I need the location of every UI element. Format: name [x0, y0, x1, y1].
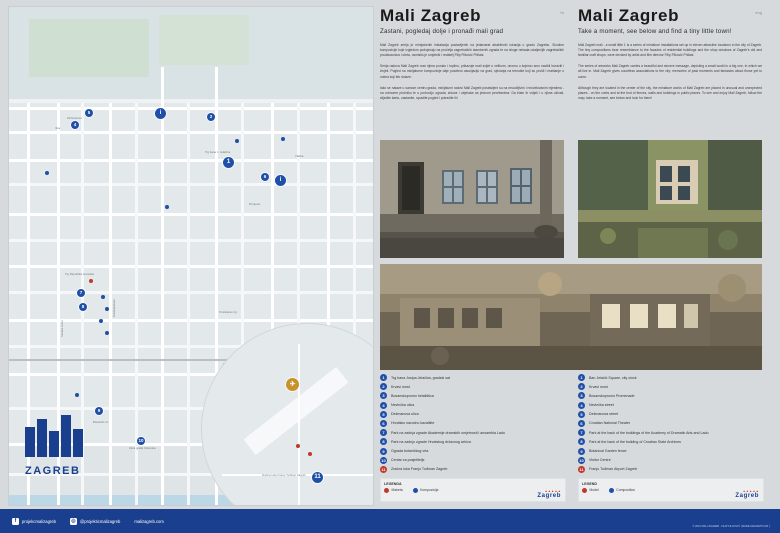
- list-label: Nevinčka street: [589, 403, 614, 408]
- subtitle-en: Take a moment, see below and find a tiny little town!: [578, 28, 732, 35]
- list-item[interactable]: [578, 392, 762, 399]
- map-pin-airport-model-b[interactable]: [308, 452, 312, 456]
- list-number: 7: [380, 429, 387, 436]
- photo-3-graphic: [380, 264, 762, 370]
- map-road-v6: [161, 67, 164, 505]
- paragraph-hr-1: Mali Zagreb serija je minijaturnih instalacija postavljenih na jedanaest atraktivnih lokacija u gradu Zagrebu. Sićušne kompozicije koje izgledom podsjećaju na pročelja zagrebačkih stambenih zgrada te na izloge nekada udaljenijih zagrebačkih prodavaonica i obrta, osmislio je umjetnik i redatelj Filip Filković Philatz.: [380, 43, 564, 58]
- map-dot-model-1[interactable]: [89, 279, 93, 283]
- title-en: Mali Zagreb: [578, 6, 680, 25]
- list-item[interactable]: [578, 466, 762, 473]
- photo-1-graphic: [380, 140, 564, 258]
- map-pin-11[interactable]: 11: [312, 472, 323, 483]
- location-list-croatian: [380, 374, 564, 475]
- paragraph-hr-3: Iako se nalaze u samom centru grada, minijaturni radovi Mali Zagreb postavljeni su na neuočljivim i neočekivanim mjestima - na rubnome pločniku te u podnožju ograda, zidova i objekata na jednom pervitanima. Da biste ih vidjeli i u njima uživali, slijedite kartu, zastanite, spustite pogled i potražite ih!: [380, 85, 564, 100]
- list-label: Park at the back of the building of Croatian State Archives: [589, 439, 681, 444]
- list-label: Centar za posjetitelje: [391, 458, 425, 463]
- zagreb-brand-hr: [537, 489, 561, 499]
- zagreb-brand-mark-icon: ▲▲▲▲▲: [544, 489, 561, 493]
- list-number: 10: [381, 457, 386, 463]
- list-label: Bosanskopromo šetalištica: [391, 393, 434, 398]
- list-item[interactable]: [578, 457, 762, 464]
- column-english: [578, 6, 762, 107]
- list-number: 11: [579, 466, 584, 472]
- footer-facebook[interactable]: [12, 518, 56, 525]
- composition-marker-icon: [609, 488, 614, 493]
- zagreb-brand-en: [735, 489, 759, 499]
- footer-facebook-label: projekcmalizagreb: [22, 518, 56, 524]
- instagram-icon: ◎: [71, 517, 76, 524]
- map-inset-airport[interactable]: Zračna luka Franjo Tuđman Zagreb ✈ 11: [201, 323, 374, 506]
- map-pin-10[interactable]: 10: [138, 438, 144, 443]
- zagreb-wordmark: ZAGREB: [25, 465, 81, 477]
- map-pin-7[interactable]: 7: [77, 289, 85, 297]
- list-number: 2: [380, 383, 387, 390]
- map-road-frankopanska: [109, 103, 112, 505]
- list-label: Park na zadnja zgrade Akademije dramskih umjetnosti i ansambla Lado: [391, 430, 505, 435]
- list-label: Hrvatsko narodno kazalište: [391, 421, 435, 426]
- list-number: 5: [380, 411, 387, 418]
- list-item[interactable]: [380, 429, 564, 436]
- legend-entry-model: [582, 488, 599, 493]
- facebook-icon: f: [12, 518, 19, 525]
- location-list-english: [578, 374, 762, 475]
- list-number: 3: [578, 392, 585, 399]
- map-dot-i[interactable]: [75, 393, 79, 397]
- photo-2-graphic: [578, 140, 762, 258]
- map-pin-airport-model-a[interactable]: [296, 444, 300, 448]
- list-item[interactable]: [380, 438, 564, 445]
- list-item[interactable]: [380, 392, 564, 399]
- list-label: Franjo Tuđman Airport Zagreb: [589, 467, 637, 472]
- map-pin-6[interactable]: 6: [261, 173, 269, 181]
- list-item[interactable]: [380, 411, 564, 418]
- list-label: Bosanskopromo Promenade: [589, 393, 635, 398]
- list-number: 3: [380, 392, 387, 399]
- footer-website[interactable]: [134, 519, 164, 524]
- map-pin-2[interactable]: 2: [207, 113, 215, 121]
- model-marker-icon: [384, 488, 389, 493]
- list-number: 7: [578, 429, 585, 436]
- map-dot-b[interactable]: [105, 307, 109, 311]
- map-dot-f[interactable]: [235, 139, 239, 143]
- map-road-v5: [135, 103, 138, 505]
- model-marker-icon: [582, 488, 587, 493]
- list-item[interactable]: [578, 420, 762, 427]
- map-road-v7: [187, 103, 190, 505]
- list-item[interactable]: [578, 411, 762, 418]
- footer-instagram-label: @projekticmalizagreb: [79, 518, 121, 524]
- inset-road-2: [298, 344, 300, 506]
- zagreb-brand-word: Zagreb: [537, 493, 561, 499]
- map-pin-9[interactable]: 9: [95, 407, 103, 415]
- legend-entry-composition: [413, 488, 439, 493]
- map-road-h4: [9, 183, 373, 186]
- legend-entry-model: [384, 488, 403, 493]
- map-road-h7: [9, 265, 373, 268]
- list-number: 9: [380, 448, 387, 455]
- list-label: Ban Jelačić Square, city clock: [589, 375, 637, 380]
- list-label: Botanical Garden fence: [589, 449, 627, 453]
- map-dot-e[interactable]: [165, 205, 169, 209]
- list-item[interactable]: [578, 402, 762, 409]
- legend-entry-label: Maketa: [391, 488, 403, 492]
- subtitle-hr: Zastani, pogledaj dolje i pronađi mali grad: [380, 28, 504, 35]
- list-label: Zračna luka Franjo Tuđman Zagreb: [391, 467, 448, 472]
- map-dot-h[interactable]: [45, 171, 49, 175]
- legend-entry-label: Kompozicija: [420, 488, 439, 492]
- list-number: 5: [578, 411, 585, 418]
- map-pin-5[interactable]: 5: [85, 109, 93, 117]
- list-number: 6: [380, 420, 387, 427]
- map-road-h6: [9, 239, 373, 242]
- list-label: Croatian National Theater: [589, 421, 631, 426]
- list-label: Krvavi most: [589, 384, 608, 389]
- list-item[interactable]: [578, 448, 762, 455]
- list-label: Nevinčka ulica: [391, 403, 415, 408]
- map-pin-4[interactable]: 4: [71, 121, 79, 129]
- list-number: 6: [578, 420, 585, 427]
- list-label: Dežmanova street: [589, 412, 619, 417]
- photo-wall-miniature-house: [578, 140, 762, 258]
- map-pin-8[interactable]: 8: [79, 303, 87, 311]
- legend-title: LEGEND: [582, 481, 597, 486]
- column-croatian: [380, 6, 564, 107]
- list-label: Ograda botaničkog vrta: [391, 449, 429, 453]
- list-label: Krvavi most: [391, 384, 410, 389]
- lang-tag-hr: hr: [560, 10, 564, 15]
- list-label: Visitor Centre: [589, 458, 611, 463]
- paragraph-en-1: Mali Zagreb mali - a small little 1 is a series of miniature installations set up in eleven attractive locations in the city of Zagreb. The tiny compositions bear resemblance to the facades of residential buildings and the shop windows of Zagreb's old and familiar craft shops, were devised by artist and film director Filip Filković Philatz.: [578, 43, 762, 58]
- zagreb-brand-word: Zagreb: [735, 493, 759, 499]
- map-surface[interactable]: Ilica Trg bana J. Jelačića Zrinjevac Vlaška Savska cesta Dežmanova Frankopanska Botanički vrt Tomislavov trg Trg Republike Hrvatske Ulica grada Vukovara Zračna luka Franjo Tuđman Zagreb ✈ 11 1 2 i 4 5 6 i 7 8 9 10 ZAGREB: [9, 7, 373, 505]
- legend-entry-composition: [609, 488, 635, 493]
- list-item[interactable]: [380, 457, 564, 464]
- composition-marker-icon: [413, 488, 418, 493]
- list-number: 4: [578, 402, 585, 409]
- map-park-upper-town-2: [159, 15, 249, 65]
- list-label: Park at the back of the buildings of the Academy of Dramatic Arts and Lado: [589, 430, 709, 435]
- lang-tag-en: eng: [755, 10, 762, 15]
- list-item[interactable]: [578, 383, 762, 390]
- list-item[interactable]: [578, 438, 762, 445]
- zagreb-crown-icon: [25, 411, 83, 457]
- map-road-ilica: [9, 131, 373, 134]
- list-label: Dežmanova ulica: [391, 412, 419, 417]
- map-park-upper-town: [29, 19, 149, 77]
- map-road-h5: [9, 213, 373, 216]
- list-number: 11: [381, 466, 386, 472]
- map-pin-info-center[interactable]: i: [155, 108, 166, 119]
- zagreb-brand-mark-icon: ▲▲▲▲▲: [742, 489, 759, 493]
- list-number: 8: [380, 438, 387, 445]
- paragraph-en-3: Although they are located in the center of the city, the miniature works of Mali Zagreb are placed in unusual and unexpected places - on the curbs and at the foot of fences, walls and buildings in public places. To see and enjoy Mali Zagreb, follow the map, take a moment, see below and look for them!: [578, 85, 762, 100]
- legend-entry-label: Model: [589, 488, 599, 492]
- list-item[interactable]: [380, 383, 564, 390]
- list-number: 1: [578, 374, 585, 381]
- list-item[interactable]: [380, 420, 564, 427]
- photo-curb-miniature-wide: [380, 264, 762, 370]
- list-number: 2: [578, 383, 585, 390]
- list-number: 10: [579, 457, 584, 463]
- list-number: 4: [380, 402, 387, 409]
- footer-bar: [0, 509, 780, 533]
- list-item[interactable]: [578, 374, 762, 381]
- city-map[interactable]: [8, 6, 374, 506]
- list-number: 8: [578, 438, 585, 445]
- legend-english: [578, 478, 764, 502]
- paragraph-en-2: The series of artworks Mali Zagreb carries a beautiful and sincere message, depicting a small world in a big one, in which we all live in. Mali Zagreb gives countless associations to the city: memories of past moments and fantasies about those yet to come.: [578, 64, 762, 79]
- map-pin-info-zrinjevac[interactable]: i: [275, 175, 286, 186]
- map-dot-g[interactable]: [281, 137, 285, 141]
- footer-credit: © 2021 MALI ZAGREB · FILIP FILKOVIĆ | MARE MAGNETICVM ⎮: [692, 525, 770, 528]
- paragraph-hr-2: Serija radova Mali Zagreb nosi njima poruku i toplinu, prikazuje mali svijet u velikom, onomu u kojemu smo navikli boraviti i živjeti. Pogled na minijaturne kompozicije daje posebnu asocijaciju na grad, sjećanja na trenutke koji su prošli i maštanje o onima koji tek dolaze.: [380, 64, 564, 79]
- footer-website-label: malizagreb.com: [134, 518, 164, 524]
- title-hr: Mali Zagreb: [380, 6, 482, 25]
- legend-entry-label: Composition: [616, 488, 636, 492]
- list-item[interactable]: [380, 466, 564, 473]
- map-dot-d[interactable]: [105, 331, 109, 335]
- list-item[interactable]: [380, 448, 564, 455]
- list-item[interactable]: [380, 374, 564, 381]
- list-item[interactable]: [578, 429, 762, 436]
- footer-instagram[interactable]: [70, 518, 120, 525]
- photo-building-facade-miniature: [380, 140, 564, 258]
- map-pin-airport-plane[interactable]: ✈: [286, 378, 299, 391]
- map-pin-1[interactable]: 1: [223, 157, 234, 168]
- zagreb-logo: [25, 411, 99, 477]
- legend-croatian: [380, 478, 566, 502]
- list-item[interactable]: [380, 402, 564, 409]
- list-label: Park na zadnju zgrade Hrvatskog državnog arhiva: [391, 439, 471, 444]
- map-dot-c[interactable]: [99, 319, 103, 323]
- list-label: Trg bana Josipa Jelačića, gradski sat: [391, 375, 450, 380]
- legend-title: LEGENDA: [384, 481, 402, 486]
- list-number: 1: [380, 374, 387, 381]
- map-dot-a[interactable]: [101, 295, 105, 299]
- map-road-h3: [9, 159, 373, 162]
- list-number: 9: [578, 448, 585, 455]
- map-road-h1: [9, 107, 373, 110]
- map-road-h8: [9, 291, 373, 294]
